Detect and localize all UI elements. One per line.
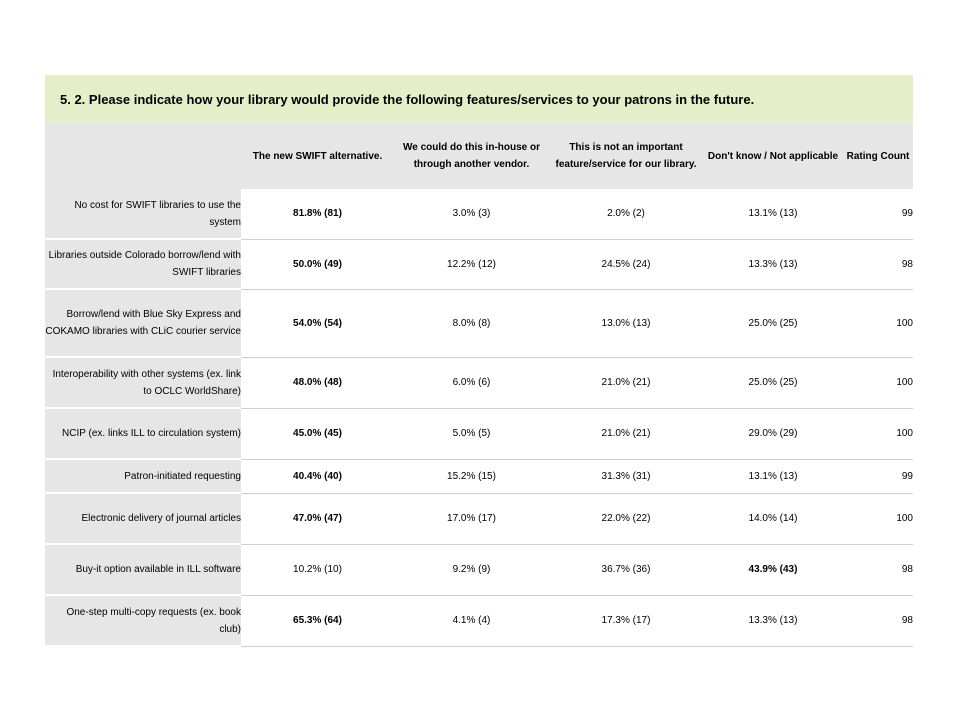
swift-alternative-value: 48.0% (48) [241, 357, 394, 408]
in-house-value: 3.0% (3) [394, 189, 549, 239]
row-label: Borrow/lend with Blue Sky Express and COKAMO libraries with CLiC courier service [45, 289, 241, 357]
row-label: Libraries outside Colorado borrow/lend with SWIFT libraries [45, 239, 241, 289]
table-row [45, 289, 913, 357]
dont-know-value: 13.3% (13) [703, 595, 843, 646]
row-label: One-step multi-copy requests (ex. book club) [45, 595, 241, 646]
in-house-value: 15.2% (15) [394, 459, 549, 493]
table-row [45, 239, 913, 289]
in-house-value: 9.2% (9) [394, 544, 549, 595]
not-important-value: 21.0% (21) [549, 408, 703, 459]
not-important-value: 22.0% (22) [549, 493, 703, 544]
dont-know-value: 13.3% (13) [703, 239, 843, 289]
not-important-value: 2.0% (2) [549, 189, 703, 239]
not-important-value: 13.0% (13) [549, 289, 703, 357]
header-rating-count: Rating Count [843, 123, 913, 189]
table-row [45, 544, 913, 595]
dont-know-value: 25.0% (25) [703, 289, 843, 357]
row-label: Buy-it option available in ILL software [45, 544, 241, 595]
rating-count-value: 100 [843, 493, 913, 544]
rating-count-value: 100 [843, 408, 913, 459]
question-title: 5. 2. Please indicate how your library would provide the following features/services to your patrons in the future. [45, 75, 913, 123]
not-important-value: 24.5% (24) [549, 239, 703, 289]
dont-know-value: 43.9% (43) [703, 544, 843, 595]
table-row [45, 493, 913, 544]
row-label: Patron-initiated requesting [45, 459, 241, 493]
table-row [45, 595, 913, 646]
swift-alternative-value: 10.2% (10) [241, 544, 394, 595]
swift-alternative-value: 47.0% (47) [241, 493, 394, 544]
survey-results-table [45, 123, 913, 647]
dont-know-value: 29.0% (29) [703, 408, 843, 459]
not-important-value: 36.7% (36) [549, 544, 703, 595]
dont-know-value: 25.0% (25) [703, 357, 843, 408]
rating-count-value: 98 [843, 544, 913, 595]
header-in-house: We could do this in-house or through another vendor. [394, 123, 549, 189]
swift-alternative-value: 54.0% (54) [241, 289, 394, 357]
header-blank-cell [45, 123, 241, 189]
table-row [45, 357, 913, 408]
not-important-value: 17.3% (17) [549, 595, 703, 646]
not-important-value: 21.0% (21) [549, 357, 703, 408]
table-row [45, 459, 913, 493]
rating-count-value: 98 [843, 595, 913, 646]
rating-count-value: 98 [843, 239, 913, 289]
swift-alternative-value: 81.8% (81) [241, 189, 394, 239]
swift-alternative-value: 45.0% (45) [241, 408, 394, 459]
dont-know-value: 14.0% (14) [703, 493, 843, 544]
rating-count-value: 100 [843, 357, 913, 408]
in-house-value: 12.2% (12) [394, 239, 549, 289]
swift-alternative-value: 65.3% (64) [241, 595, 394, 646]
table-row [45, 189, 913, 239]
header-not-important: This is not an important feature/service for our library. [549, 123, 703, 189]
not-important-value: 31.3% (31) [549, 459, 703, 493]
row-label: NCIP (ex. links ILL to circulation system) [45, 408, 241, 459]
row-label: Electronic delivery of journal articles [45, 493, 241, 544]
row-label: Interoperability with other systems (ex. link to OCLC WorldShare) [45, 357, 241, 408]
in-house-value: 5.0% (5) [394, 408, 549, 459]
in-house-value: 6.0% (6) [394, 357, 549, 408]
rating-count-value: 99 [843, 459, 913, 493]
in-house-value: 4.1% (4) [394, 595, 549, 646]
row-label: No cost for SWIFT libraries to use the system [45, 189, 241, 239]
header-row [45, 123, 913, 189]
in-house-value: 17.0% (17) [394, 493, 549, 544]
header-dont-know: Don't know / Not applicable [703, 123, 843, 189]
swift-alternative-value: 50.0% (49) [241, 239, 394, 289]
swift-alternative-value: 40.4% (40) [241, 459, 394, 493]
dont-know-value: 13.1% (13) [703, 459, 843, 493]
rating-count-value: 99 [843, 189, 913, 239]
dont-know-value: 13.1% (13) [703, 189, 843, 239]
header-swift-alternative: The new SWIFT alternative. [241, 123, 394, 189]
in-house-value: 8.0% (8) [394, 289, 549, 357]
rating-count-value: 100 [843, 289, 913, 357]
table-row [45, 408, 913, 459]
